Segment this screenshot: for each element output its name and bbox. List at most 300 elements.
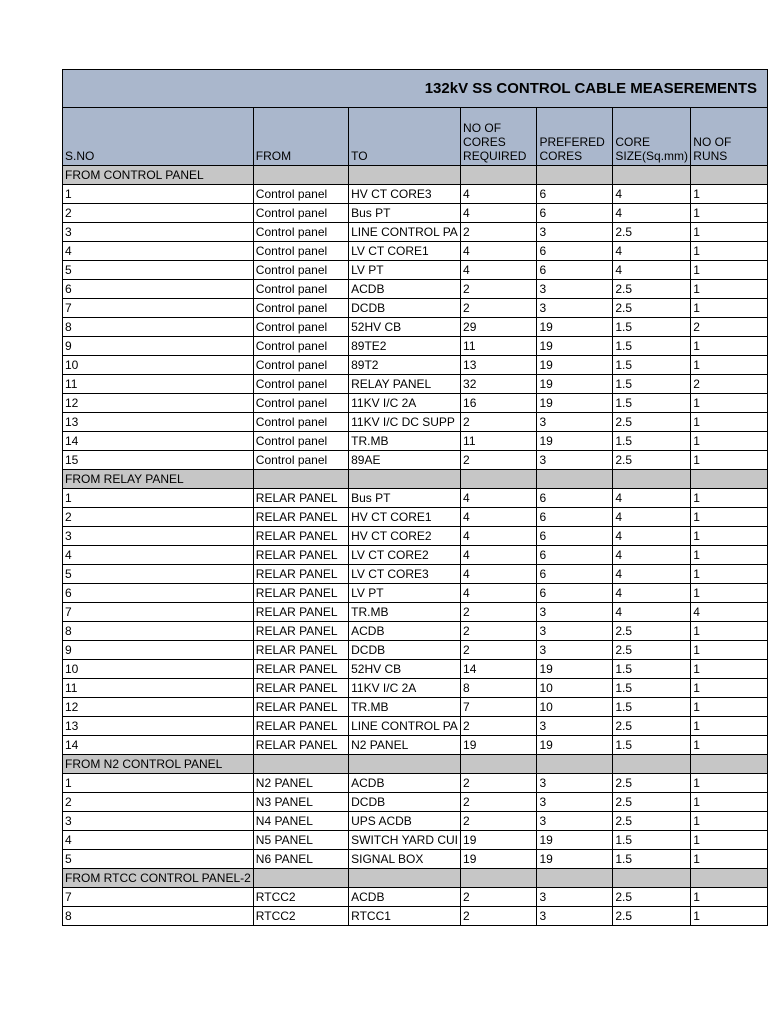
cell-to: DCDB xyxy=(349,299,461,318)
cell-prefered-cores: 6 xyxy=(537,546,613,565)
section-filler-cell xyxy=(613,470,691,489)
cell-prefered-cores: 3 xyxy=(537,888,613,907)
cell-no-of-runs: 1 xyxy=(691,337,768,356)
section-header-row xyxy=(63,755,768,774)
section-filler-cell xyxy=(537,166,613,185)
cell-core-size: 2.5 xyxy=(613,223,691,242)
cell-core-size: 4 xyxy=(613,584,691,603)
cell-to: DCDB xyxy=(349,641,461,660)
section-header-row xyxy=(63,470,768,489)
cell-to: 52HV CB xyxy=(349,318,461,337)
cell-to: LV PT xyxy=(349,584,461,603)
cell-prefered-cores: 6 xyxy=(537,242,613,261)
cell-cores-required: 19 xyxy=(461,850,537,869)
table-row xyxy=(63,242,768,261)
cell-prefered-cores: 3 xyxy=(537,717,613,736)
cell-sno: 12 xyxy=(63,698,254,717)
cell-cores-required: 4 xyxy=(461,242,537,261)
cell-prefered-cores: 19 xyxy=(537,660,613,679)
section-filler-cell xyxy=(349,755,461,774)
cell-core-size: 2.5 xyxy=(613,641,691,660)
cell-to: HV CT CORE3 xyxy=(349,185,461,204)
cell-sno: 4 xyxy=(63,546,254,565)
table-row xyxy=(63,584,768,603)
cell-from: RELAR PANEL xyxy=(253,660,348,679)
cell-no-of-runs: 1 xyxy=(691,413,768,432)
cell-core-size: 4 xyxy=(613,527,691,546)
cell-to: TR.MB xyxy=(349,432,461,451)
cell-cores-required: 4 xyxy=(461,527,537,546)
cell-cores-required: 29 xyxy=(461,318,537,337)
cell-cores-required: 2 xyxy=(461,603,537,622)
table-row xyxy=(63,261,768,280)
cell-no-of-runs: 1 xyxy=(691,242,768,261)
cell-sno: 7 xyxy=(63,603,254,622)
cell-prefered-cores: 3 xyxy=(537,774,613,793)
section-label xyxy=(63,869,254,888)
cell-sno: 9 xyxy=(63,337,254,356)
cell-sno: 7 xyxy=(63,888,254,907)
cell-prefered-cores: 6 xyxy=(537,489,613,508)
cell-cores-required: 7 xyxy=(461,698,537,717)
table-row xyxy=(63,223,768,242)
table-row xyxy=(63,603,768,622)
section-label-text: FROM CONTROL PANEL xyxy=(65,168,204,182)
cell-cores-required: 2 xyxy=(461,812,537,831)
cell-no-of-runs: 1 xyxy=(691,508,768,527)
cell-to: LV PT xyxy=(349,261,461,280)
cell-core-size: 2.5 xyxy=(613,793,691,812)
cell-no-of-runs: 1 xyxy=(691,432,768,451)
cell-prefered-cores: 6 xyxy=(537,527,613,546)
cell-core-size: 2.5 xyxy=(613,299,691,318)
cell-to: 52HV CB xyxy=(349,660,461,679)
cell-prefered-cores: 6 xyxy=(537,204,613,223)
cell-core-size: 1.5 xyxy=(613,850,691,869)
cell-sno: 5 xyxy=(63,850,254,869)
cell-core-size: 2.5 xyxy=(613,413,691,432)
cell-no-of-runs: 1 xyxy=(691,584,768,603)
table-row xyxy=(63,318,768,337)
table-row xyxy=(63,356,768,375)
cell-from: RELAR PANEL xyxy=(253,736,348,755)
cell-cores-required: 2 xyxy=(461,413,537,432)
cell-to: 89AE xyxy=(349,451,461,470)
cell-to: N2 PANEL xyxy=(349,736,461,755)
table-row xyxy=(63,641,768,660)
section-filler-cell xyxy=(691,166,768,185)
cell-core-size: 2.5 xyxy=(613,451,691,470)
cell-cores-required: 4 xyxy=(461,508,537,527)
cell-core-size: 1.5 xyxy=(613,394,691,413)
cell-cores-required: 4 xyxy=(461,546,537,565)
section-filler-cell xyxy=(461,470,537,489)
cell-from: Control panel xyxy=(253,413,348,432)
cell-no-of-runs: 1 xyxy=(691,546,768,565)
section-filler-cell xyxy=(349,470,461,489)
section-filler-cell xyxy=(461,869,537,888)
section-label xyxy=(63,755,254,774)
cell-prefered-cores: 10 xyxy=(537,698,613,717)
cell-from: RTCC2 xyxy=(253,888,348,907)
cell-prefered-cores: 3 xyxy=(537,299,613,318)
cell-to: RTCC1 xyxy=(349,907,461,926)
table-row xyxy=(63,888,768,907)
cell-to: ACDB xyxy=(349,888,461,907)
cell-no-of-runs: 1 xyxy=(691,736,768,755)
header-cores-required: NO OF CORES REQUIRED xyxy=(461,108,537,166)
cell-from: Control panel xyxy=(253,451,348,470)
cell-to: TR.MB xyxy=(349,603,461,622)
cell-core-size: 4 xyxy=(613,185,691,204)
cell-prefered-cores: 19 xyxy=(537,736,613,755)
cell-no-of-runs: 1 xyxy=(691,299,768,318)
header-sno: S.NO xyxy=(63,108,254,166)
table-row xyxy=(63,622,768,641)
table-row xyxy=(63,185,768,204)
cell-sno: 7 xyxy=(63,299,254,318)
cell-sno: 14 xyxy=(63,736,254,755)
cell-cores-required: 2 xyxy=(461,907,537,926)
cell-prefered-cores: 3 xyxy=(537,280,613,299)
section-filler-cell xyxy=(253,755,348,774)
cell-core-size: 2.5 xyxy=(613,280,691,299)
section-filler-cell xyxy=(537,869,613,888)
cell-no-of-runs: 1 xyxy=(691,641,768,660)
section-filler-cell xyxy=(253,869,348,888)
cell-to: 11KV I/C 2A xyxy=(349,679,461,698)
cell-from: N4 PANEL xyxy=(253,812,348,831)
cable-table xyxy=(62,69,768,926)
table-row xyxy=(63,527,768,546)
header-from: FROM xyxy=(253,108,348,166)
table-row xyxy=(63,679,768,698)
table-row xyxy=(63,394,768,413)
table-row xyxy=(63,508,768,527)
cell-cores-required: 2 xyxy=(461,641,537,660)
table-row xyxy=(63,204,768,223)
cell-cores-required: 32 xyxy=(461,375,537,394)
cell-no-of-runs: 4 xyxy=(691,603,768,622)
cell-core-size: 4 xyxy=(613,489,691,508)
cell-from: Control panel xyxy=(253,280,348,299)
cell-from: Control panel xyxy=(253,356,348,375)
cell-cores-required: 2 xyxy=(461,280,537,299)
table-row xyxy=(63,489,768,508)
cell-from: RELAR PANEL xyxy=(253,622,348,641)
cell-no-of-runs: 1 xyxy=(691,774,768,793)
table-row xyxy=(63,413,768,432)
section-filler-cell xyxy=(613,869,691,888)
cell-core-size: 2.5 xyxy=(613,717,691,736)
section-header-row xyxy=(63,869,768,888)
cell-from: Control panel xyxy=(253,375,348,394)
cell-prefered-cores: 19 xyxy=(537,375,613,394)
cell-to: ACDB xyxy=(349,774,461,793)
section-filler-cell xyxy=(613,166,691,185)
cell-to: ACDB xyxy=(349,622,461,641)
cell-cores-required: 4 xyxy=(461,584,537,603)
cell-no-of-runs: 2 xyxy=(691,375,768,394)
cell-sno: 8 xyxy=(63,622,254,641)
cell-no-of-runs: 1 xyxy=(691,850,768,869)
cell-no-of-runs: 1 xyxy=(691,622,768,641)
cell-core-size: 1.5 xyxy=(613,375,691,394)
cell-cores-required: 2 xyxy=(461,622,537,641)
cell-prefered-cores: 3 xyxy=(537,413,613,432)
cell-to: TR.MB xyxy=(349,698,461,717)
table-row xyxy=(63,907,768,926)
table-row xyxy=(63,337,768,356)
cell-cores-required: 2 xyxy=(461,299,537,318)
table-row xyxy=(63,774,768,793)
cell-from: RELAR PANEL xyxy=(253,717,348,736)
cell-prefered-cores: 6 xyxy=(537,261,613,280)
cell-to: HV CT CORE2 xyxy=(349,527,461,546)
section-filler-cell xyxy=(461,166,537,185)
cell-to: LINE CONTROL PA xyxy=(349,717,461,736)
cell-to: LV CT CORE3 xyxy=(349,565,461,584)
cell-cores-required: 16 xyxy=(461,394,537,413)
cell-no-of-runs: 1 xyxy=(691,223,768,242)
cell-sno: 3 xyxy=(63,223,254,242)
cell-to: LV CT CORE1 xyxy=(349,242,461,261)
section-filler-cell xyxy=(349,166,461,185)
header-no-of-runs: NO OF RUNS xyxy=(691,108,768,166)
cell-sno: 12 xyxy=(63,394,254,413)
cell-no-of-runs: 1 xyxy=(691,204,768,223)
cell-prefered-cores: 3 xyxy=(537,223,613,242)
cell-cores-required: 11 xyxy=(461,432,537,451)
cell-sno: 11 xyxy=(63,679,254,698)
page-title: 132kV SS CONTROL CABLE MEASEREMENTS xyxy=(63,70,768,108)
cell-to: LV CT CORE2 xyxy=(349,546,461,565)
cell-cores-required: 4 xyxy=(461,489,537,508)
cell-core-size: 1.5 xyxy=(613,356,691,375)
cell-no-of-runs: 1 xyxy=(691,356,768,375)
section-filler-cell xyxy=(461,755,537,774)
cell-to: Bus PT xyxy=(349,489,461,508)
cell-no-of-runs: 1 xyxy=(691,489,768,508)
section-label xyxy=(63,470,254,489)
cell-prefered-cores: 3 xyxy=(537,793,613,812)
cell-core-size: 1.5 xyxy=(613,337,691,356)
cell-core-size: 4 xyxy=(613,508,691,527)
cell-cores-required: 8 xyxy=(461,679,537,698)
cell-prefered-cores: 19 xyxy=(537,356,613,375)
table-row xyxy=(63,660,768,679)
cell-no-of-runs: 2 xyxy=(691,318,768,337)
cell-prefered-cores: 3 xyxy=(537,622,613,641)
cell-from: N2 PANEL xyxy=(253,774,348,793)
cell-cores-required: 4 xyxy=(461,204,537,223)
cell-prefered-cores: 19 xyxy=(537,394,613,413)
cell-cores-required: 4 xyxy=(461,261,537,280)
cell-sno: 14 xyxy=(63,432,254,451)
cell-core-size: 4 xyxy=(613,603,691,622)
cell-from: Control panel xyxy=(253,318,348,337)
section-filler-cell xyxy=(537,755,613,774)
cell-cores-required: 4 xyxy=(461,185,537,204)
cell-core-size: 2.5 xyxy=(613,812,691,831)
table-row xyxy=(63,451,768,470)
cell-no-of-runs: 1 xyxy=(691,888,768,907)
cell-cores-required: 19 xyxy=(461,736,537,755)
cell-prefered-cores: 19 xyxy=(537,432,613,451)
cell-to: ACDB xyxy=(349,280,461,299)
table-row xyxy=(63,717,768,736)
section-filler-cell xyxy=(613,755,691,774)
cell-no-of-runs: 1 xyxy=(691,527,768,546)
section-label xyxy=(63,166,254,185)
cell-to: LINE CONTROL PA xyxy=(349,223,461,242)
table-row xyxy=(63,565,768,584)
cell-no-of-runs: 1 xyxy=(691,698,768,717)
table-row xyxy=(63,432,768,451)
cell-no-of-runs: 1 xyxy=(691,185,768,204)
cell-core-size: 4 xyxy=(613,546,691,565)
cell-core-size: 4 xyxy=(613,204,691,223)
cell-no-of-runs: 1 xyxy=(691,717,768,736)
cell-sno: 3 xyxy=(63,812,254,831)
cell-no-of-runs: 1 xyxy=(691,812,768,831)
table-row xyxy=(63,546,768,565)
cell-sno: 5 xyxy=(63,565,254,584)
cell-no-of-runs: 1 xyxy=(691,831,768,850)
cell-sno: 13 xyxy=(63,717,254,736)
section-label-text: FROM RELAY PANEL xyxy=(65,472,184,486)
cell-prefered-cores: 19 xyxy=(537,318,613,337)
cell-cores-required: 14 xyxy=(461,660,537,679)
cell-cores-required: 2 xyxy=(461,451,537,470)
cell-sno: 3 xyxy=(63,527,254,546)
table-row xyxy=(63,793,768,812)
cell-core-size: 1.5 xyxy=(613,831,691,850)
cell-from: RELAR PANEL xyxy=(253,679,348,698)
section-filler-cell xyxy=(253,166,348,185)
cell-no-of-runs: 1 xyxy=(691,394,768,413)
title-row xyxy=(63,70,768,108)
table-row xyxy=(63,698,768,717)
cell-prefered-cores: 6 xyxy=(537,185,613,204)
cell-sno: 10 xyxy=(63,356,254,375)
cell-from: RELAR PANEL xyxy=(253,565,348,584)
cell-sno: 6 xyxy=(63,584,254,603)
header-prefered-cores: PREFERED CORES xyxy=(537,108,613,166)
cell-to: 89T2 xyxy=(349,356,461,375)
cell-from: Control panel xyxy=(253,185,348,204)
cell-no-of-runs: 1 xyxy=(691,907,768,926)
section-filler-cell xyxy=(349,869,461,888)
section-filler-cell xyxy=(691,470,768,489)
section-filler-cell xyxy=(253,470,348,489)
cell-prefered-cores: 3 xyxy=(537,603,613,622)
cell-from: Control panel xyxy=(253,223,348,242)
cell-cores-required: 2 xyxy=(461,223,537,242)
table-row xyxy=(63,736,768,755)
table-row xyxy=(63,812,768,831)
cell-sno: 4 xyxy=(63,831,254,850)
cell-core-size: 4 xyxy=(613,565,691,584)
cell-prefered-cores: 19 xyxy=(537,831,613,850)
cell-sno: 6 xyxy=(63,280,254,299)
cell-sno: 2 xyxy=(63,204,254,223)
section-filler-cell xyxy=(691,869,768,888)
cell-sno: 11 xyxy=(63,375,254,394)
cell-sno: 1 xyxy=(63,489,254,508)
cell-sno: 1 xyxy=(63,185,254,204)
cell-sno: 1 xyxy=(63,774,254,793)
section-filler-cell xyxy=(537,470,613,489)
cell-core-size: 1.5 xyxy=(613,679,691,698)
cell-core-size: 1.5 xyxy=(613,736,691,755)
section-header-row xyxy=(63,166,768,185)
cell-sno: 9 xyxy=(63,641,254,660)
cell-core-size: 1.5 xyxy=(613,318,691,337)
cell-core-size: 1.5 xyxy=(613,660,691,679)
cell-sno: 8 xyxy=(63,907,254,926)
cell-sno: 13 xyxy=(63,413,254,432)
cell-from: Control panel xyxy=(253,299,348,318)
cell-cores-required: 4 xyxy=(461,565,537,584)
cell-from: Control panel xyxy=(253,204,348,223)
cell-to: 89TE2 xyxy=(349,337,461,356)
table-row xyxy=(63,831,768,850)
cell-cores-required: 2 xyxy=(461,793,537,812)
cell-sno: 2 xyxy=(63,793,254,812)
cell-from: Control panel xyxy=(253,242,348,261)
cell-prefered-cores: 19 xyxy=(537,850,613,869)
cell-sno: 10 xyxy=(63,660,254,679)
cell-from: N5 PANEL xyxy=(253,831,348,850)
cell-from: RELAR PANEL xyxy=(253,489,348,508)
cell-core-size: 1.5 xyxy=(613,698,691,717)
header-to: TO xyxy=(349,108,461,166)
cell-to: DCDB xyxy=(349,793,461,812)
cell-core-size: 2.5 xyxy=(613,622,691,641)
cell-prefered-cores: 6 xyxy=(537,508,613,527)
cell-no-of-runs: 1 xyxy=(691,660,768,679)
cell-from: RELAR PANEL xyxy=(253,546,348,565)
table-row xyxy=(63,375,768,394)
cell-to: Bus PT xyxy=(349,204,461,223)
cell-from: N3 PANEL xyxy=(253,793,348,812)
cell-to: UPS ACDB xyxy=(349,812,461,831)
cell-no-of-runs: 1 xyxy=(691,565,768,584)
cell-core-size: 2.5 xyxy=(613,888,691,907)
cell-to: 11KV I/C 2A xyxy=(349,394,461,413)
table-row xyxy=(63,850,768,869)
cell-sno: 5 xyxy=(63,261,254,280)
cell-from: Control panel xyxy=(253,432,348,451)
cell-from: RELAR PANEL xyxy=(253,698,348,717)
cell-no-of-runs: 1 xyxy=(691,793,768,812)
cell-no-of-runs: 1 xyxy=(691,679,768,698)
cell-from: Control panel xyxy=(253,261,348,280)
cell-core-size: 1.5 xyxy=(613,432,691,451)
cell-prefered-cores: 6 xyxy=(537,584,613,603)
cell-to: 11KV I/C DC SUPP xyxy=(349,413,461,432)
cell-cores-required: 2 xyxy=(461,888,537,907)
cell-core-size: 2.5 xyxy=(613,774,691,793)
cell-no-of-runs: 1 xyxy=(691,261,768,280)
cell-cores-required: 19 xyxy=(461,831,537,850)
cell-from: N6 PANEL xyxy=(253,850,348,869)
cell-to: SWITCH YARD CUI xyxy=(349,831,461,850)
cell-sno: 4 xyxy=(63,242,254,261)
cell-prefered-cores: 19 xyxy=(537,337,613,356)
cell-cores-required: 11 xyxy=(461,337,537,356)
